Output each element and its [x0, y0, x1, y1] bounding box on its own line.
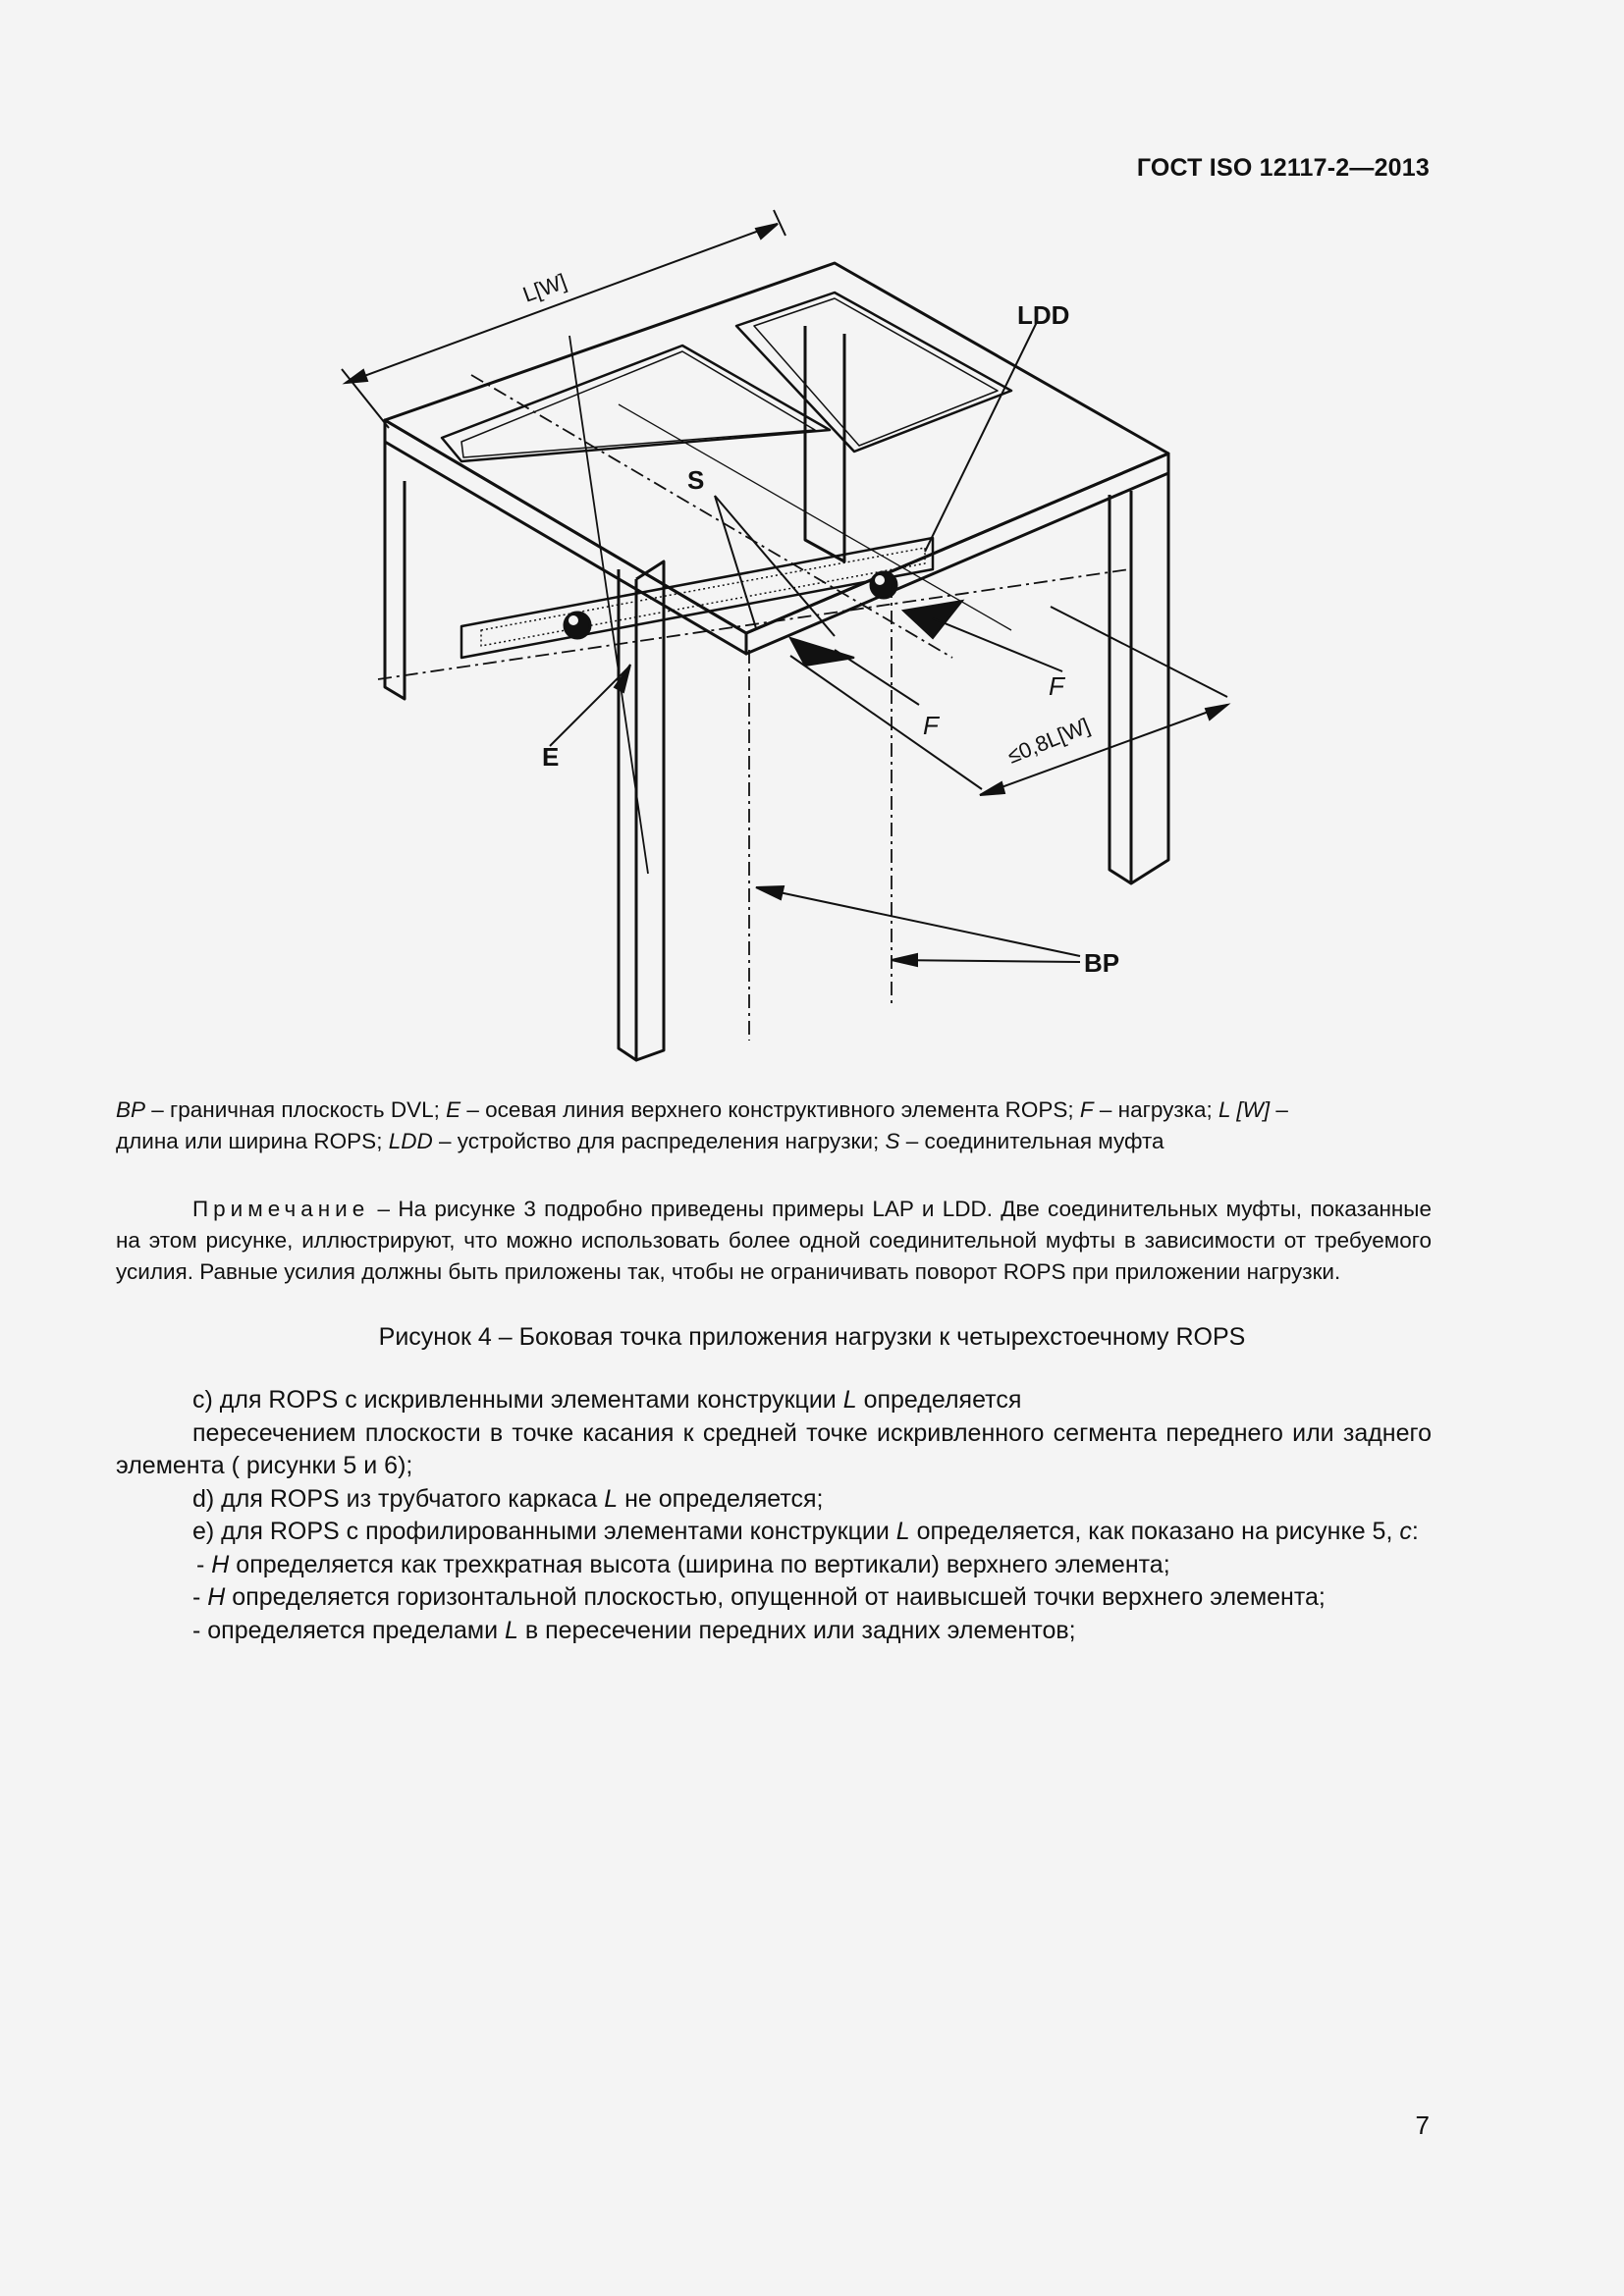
label-bp: BP	[1084, 948, 1120, 978]
coupler-s-1	[565, 613, 590, 638]
paragraph-e: e) для ROPS с профилированными элементами конструкции L определяется, как показано на рисунке 5, c:	[192, 1518, 1419, 1545]
list-item-l: - определяется пределами L в пересечении передних или задних элементов;	[192, 1616, 1076, 1644]
label-f-2: F	[923, 711, 939, 740]
figure-rops-frame	[324, 196, 1247, 1080]
figure-legend	[116, 1095, 1432, 1157]
leg-front-center-face	[636, 561, 664, 1060]
list-item-h-2: - H определяется горизонтальной плоскостью, опущенной от наивысшей точки верхнего элемента;	[192, 1583, 1326, 1611]
note-text: – На рисунке 3 подробно приведены примеры LAP и LDD. Две соединительных муфты, показанные на этом рисунке, иллюстрируют, что можно использовать более одной соединительной муфты в зависимости от требуемого усилия. Равные усилия должны быть приложены так, чтобы не ограничивать поворот ROPS при приложении нагрузки.	[116, 1197, 1432, 1284]
label-s: S	[687, 465, 705, 495]
body-text	[116, 1384, 1432, 1647]
label-dim-08: ≤0,8L[W]	[1003, 713, 1094, 769]
label-ldd: LDD	[1017, 300, 1070, 330]
frame-opening-left-inner	[461, 351, 815, 457]
label-lw: L[W]	[519, 268, 570, 307]
center-post	[805, 326, 844, 561]
frame-opening-right-inner	[754, 298, 998, 446]
label-e: E	[542, 742, 560, 772]
coupler-s-2	[871, 572, 896, 598]
note-label: Примечание	[192, 1197, 370, 1221]
page-number: 7	[1415, 2110, 1430, 2140]
rops-drawing	[324, 196, 1247, 1080]
label-f-1: F	[1049, 671, 1064, 701]
paragraph-c-cont: пересечением плоскости в точке касания к средней точке искривленного сегмента переднего или заднего элемента ( рисунки 5 и 6);	[116, 1418, 1432, 1479]
frame-opening-right	[736, 293, 1011, 452]
figure-caption: Рисунок 4 – Боковая точка приложения нагрузки к четырехстоечному ROPS	[378, 1323, 1246, 1351]
paragraph-c: c) для ROPS с искривленными элементами конструкции L определяется	[192, 1386, 1022, 1414]
paragraph-d: d) для ROPS из трубчатого каркаса L не определяется;	[192, 1484, 824, 1513]
legend-line-2: длина или ширина ROPS; LDD – устройство для распределения нагрузки; S – соединительная муфта	[116, 1129, 1164, 1153]
figure-note	[116, 1194, 1432, 1288]
note-paragraph	[116, 1194, 1432, 1288]
list-item-h-1: - H определяется как трехкратная высота (ширина по вертикали) верхнего элемента;	[196, 1550, 1170, 1578]
document-id: ГОСТ ISO 12117-2—2013	[1136, 154, 1430, 182]
ldd-beam	[461, 538, 933, 658]
leg-right	[1110, 473, 1168, 883]
legend-line-1: BP – граничная плоскость DVL; E – осевая линия верхнего конструктивного элемента ROPS; F – нагрузка; L [W] –	[116, 1097, 1288, 1122]
leg-front-left	[385, 442, 405, 699]
